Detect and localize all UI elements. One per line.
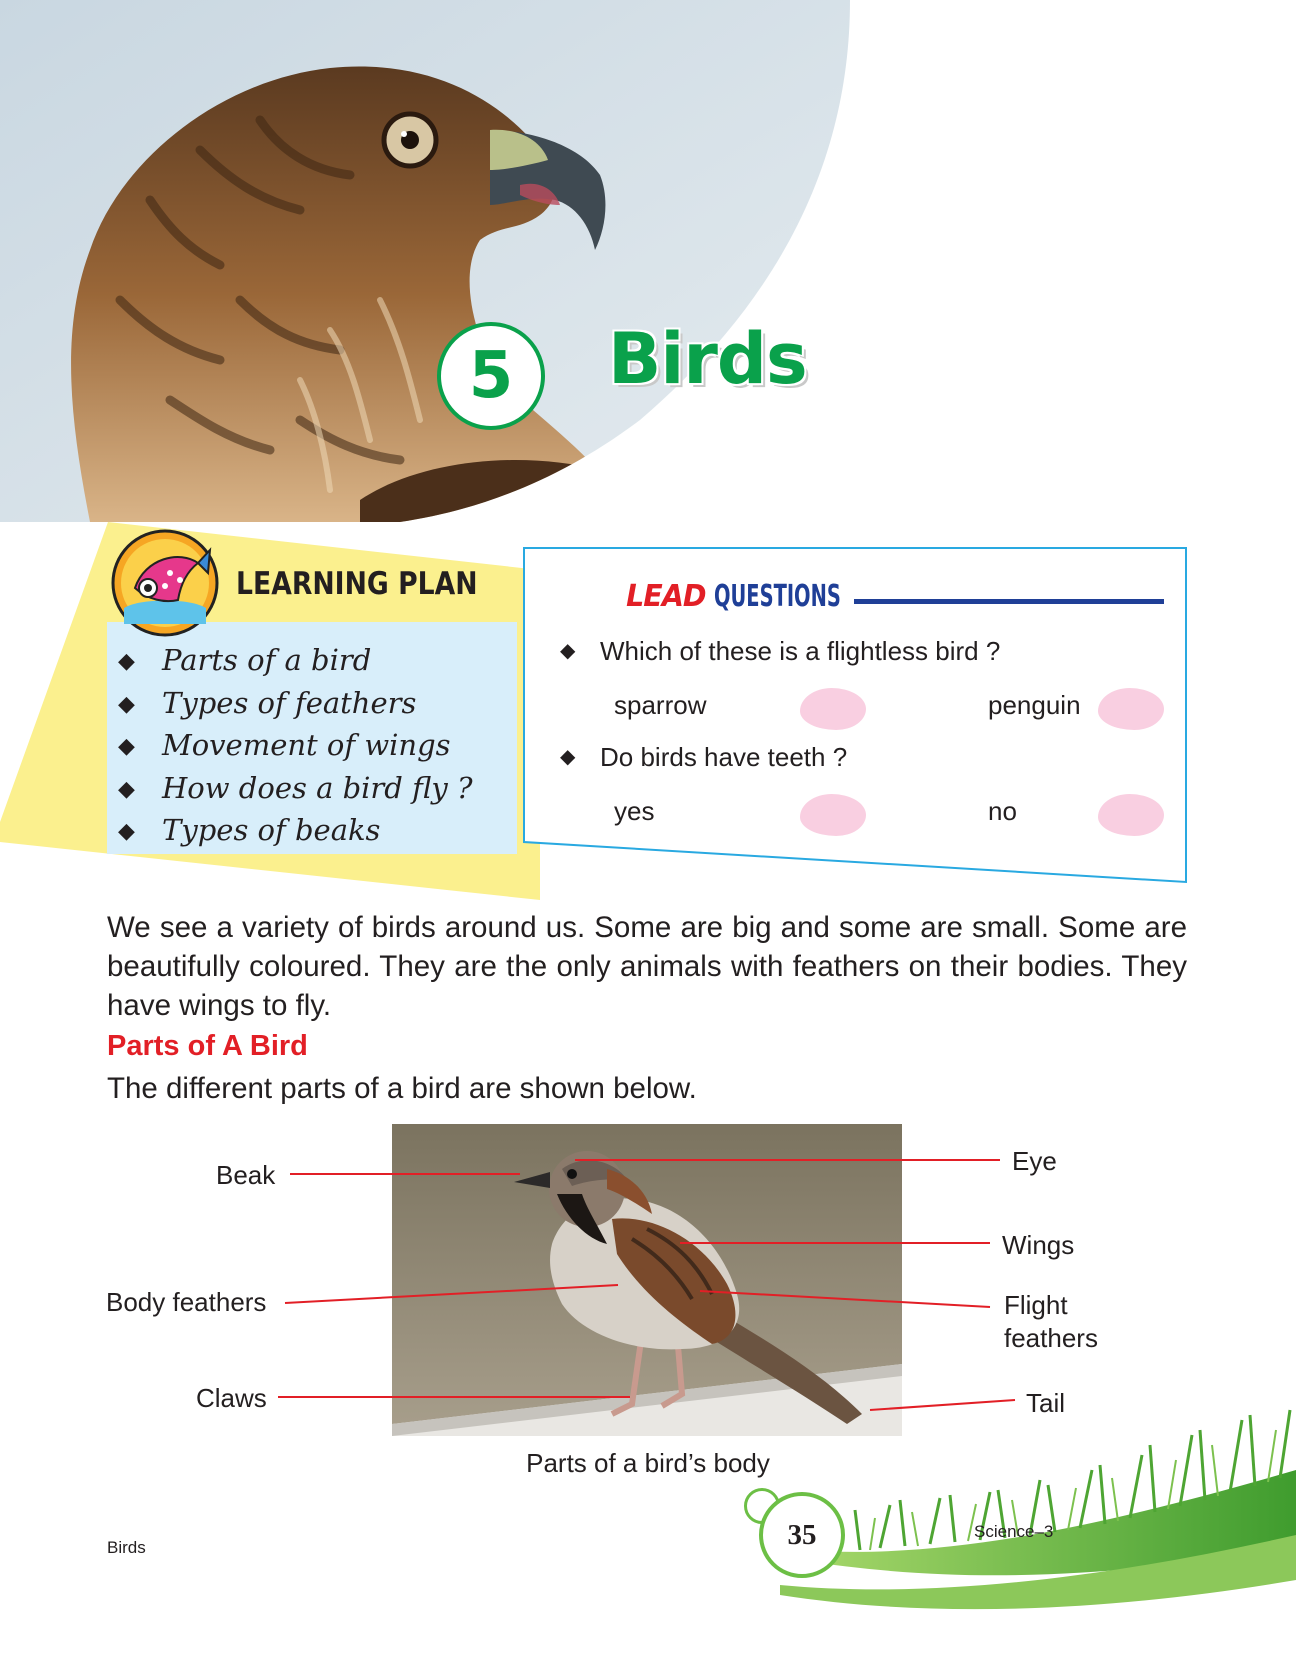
- label-feathers: feathers: [1004, 1323, 1098, 1353]
- label-beak: Beak: [216, 1160, 276, 1190]
- answer-blob[interactable]: [1098, 794, 1164, 836]
- diagram-leader-lines: [0, 1100, 1296, 1440]
- page-number: 35: [787, 1518, 817, 1551]
- bullet-diamond-icon: ◆: [560, 746, 576, 768]
- footer-book-name: Science–3: [974, 1522, 1054, 1541]
- learning-plan-item: ◆ Types of feathers: [118, 683, 473, 726]
- label-claws: Claws: [196, 1383, 267, 1413]
- bullet-diamond-icon: ◆: [560, 640, 576, 662]
- learning-plan-item: ◆ Parts of a bird: [118, 640, 473, 683]
- chapter-title: Birds: [608, 318, 807, 400]
- footer-chapter-name: Birds: [107, 1538, 146, 1557]
- lead-heading-part2: QUESTIONS: [713, 578, 841, 614]
- lead-question-2: ◆ Do birds have teeth ?: [560, 742, 848, 772]
- fish-icon: [110, 528, 220, 638]
- hawk-photo: [0, 0, 850, 522]
- learning-plan-item: ◆ Movement of wings: [118, 725, 473, 768]
- bullet-diamond-icon: ◆: [118, 734, 135, 759]
- page-number-badge: [759, 1492, 845, 1578]
- option-no: no: [988, 796, 1017, 826]
- diagram-intro: The different parts of a bird are shown below.: [107, 1072, 697, 1105]
- label-eye: Eye: [1012, 1146, 1057, 1176]
- option-sparrow: sparrow: [614, 690, 707, 720]
- option-yes: yes: [614, 796, 655, 826]
- label-tail: Tail: [1026, 1388, 1066, 1418]
- learning-plan-title: LEARNING PLAN: [236, 566, 478, 602]
- learning-plan-item: ◆ Types of beaks: [118, 810, 473, 853]
- lead-questions-heading: [624, 576, 890, 616]
- label-wings: Wings: [1002, 1230, 1075, 1260]
- lead-heading-part1: LEAD: [626, 578, 706, 614]
- intro-paragraph: We see a variety of birds around us. Some are big and some are small. Some are beautifully coloured. They are the only animals with feathers on their bodies. They have wings to fly.: [107, 911, 1187, 1022]
- lead-heading-underline: [854, 599, 1164, 604]
- bullet-diamond-icon: ◆: [118, 649, 135, 674]
- learning-plan-item: ◆ How does a bird fly ?: [118, 768, 473, 811]
- label-body-feathers: Body feathers: [106, 1287, 267, 1317]
- answer-blob[interactable]: [800, 688, 866, 730]
- lead-question-1: ◆ Which of these is a flightless bird ?: [560, 636, 1001, 666]
- chapter-number-badge: [437, 322, 545, 430]
- bullet-diamond-icon: ◆: [118, 691, 135, 717]
- learning-plan-list: [118, 640, 473, 853]
- label-flight: Flight: [1004, 1290, 1068, 1320]
- chapter-number: 5: [468, 339, 514, 413]
- diagram-caption: Parts of a bird’s body: [526, 1448, 770, 1478]
- answer-blob[interactable]: [800, 794, 866, 836]
- bullet-diamond-icon: ◆: [118, 776, 135, 802]
- bullet-diamond-icon: ◆: [118, 819, 135, 844]
- section-heading: Parts of A Bird: [107, 1030, 308, 1062]
- answer-blob[interactable]: [1098, 688, 1164, 730]
- option-penguin: penguin: [988, 690, 1081, 720]
